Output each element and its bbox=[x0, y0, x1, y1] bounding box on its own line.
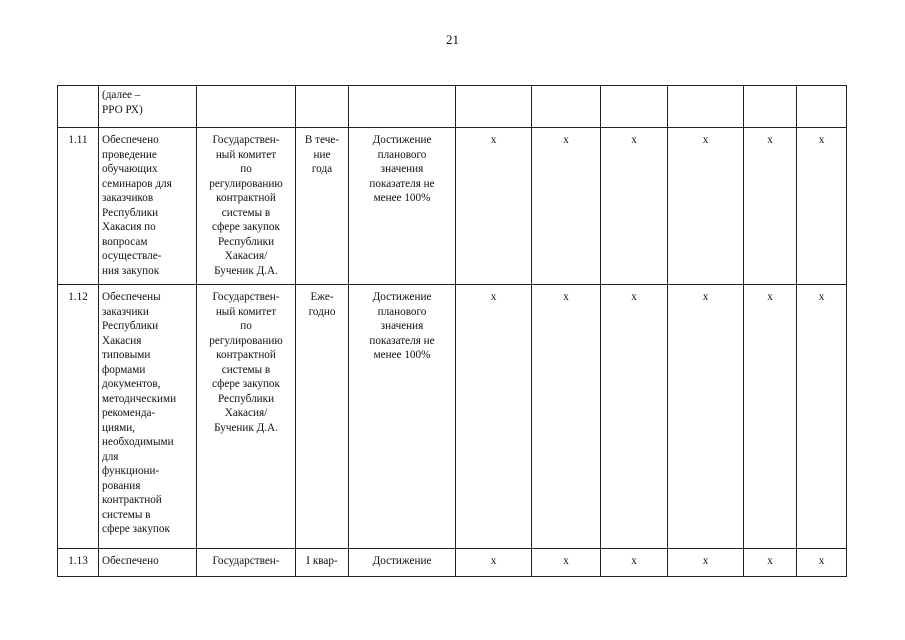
mark-cell: x bbox=[601, 549, 668, 577]
responsible-cell: Государствен- ный комитет по регулированию контрактной системы в сфере закупок Республики Хакасия/ Бученик Д.А. bbox=[197, 128, 296, 285]
plan-table-body bbox=[58, 86, 847, 577]
table-row bbox=[58, 86, 847, 128]
row-number-cell: 1.13 bbox=[58, 549, 99, 577]
responsible-cell bbox=[197, 86, 296, 128]
mark-cell: x bbox=[668, 549, 744, 577]
mark-cell bbox=[601, 86, 668, 128]
mark-cell bbox=[668, 86, 744, 128]
row-number-cell: 1.11 bbox=[58, 128, 99, 285]
mark-cell: x bbox=[744, 285, 797, 549]
responsible-cell: Государствен- bbox=[197, 549, 296, 577]
mark-cell: x bbox=[532, 285, 601, 549]
row-number-cell bbox=[58, 86, 99, 128]
mark-cell: x bbox=[797, 128, 847, 285]
table-row bbox=[58, 128, 847, 285]
mark-cell bbox=[744, 86, 797, 128]
mark-cell: x bbox=[532, 549, 601, 577]
mark-cell: x bbox=[744, 549, 797, 577]
mark-cell: x bbox=[532, 128, 601, 285]
mark-cell bbox=[532, 86, 601, 128]
plan-table bbox=[57, 85, 847, 577]
mark-cell: x bbox=[797, 285, 847, 549]
result-cell bbox=[349, 86, 456, 128]
description-cell: Обеспечены заказчики Республики Хакасия типовыми формами документов, методическими рекоменда- циями, необходимыми для функциони- рования контрактной системы в сфере закупок bbox=[99, 285, 197, 549]
mark-cell: x bbox=[744, 128, 797, 285]
term-cell bbox=[296, 86, 349, 128]
mark-cell: x bbox=[668, 285, 744, 549]
mark-cell: x bbox=[797, 549, 847, 577]
description-cell: (далее – РРО РХ) bbox=[99, 86, 197, 128]
result-cell: Достижение планового значения показателя не менее 100% bbox=[349, 128, 456, 285]
result-cell: Достижение планового значения показателя не менее 100% bbox=[349, 285, 456, 549]
mark-cell bbox=[797, 86, 847, 128]
mark-cell: x bbox=[668, 128, 744, 285]
term-cell: В тече- ние года bbox=[296, 128, 349, 285]
term-cell: Еже- годно bbox=[296, 285, 349, 549]
description-cell: Обеспечено проведение обучающих семинаров для заказчиков Республики Хакасия по вопросам осуществле- ния закупок bbox=[99, 128, 197, 285]
mark-cell: x bbox=[601, 128, 668, 285]
mark-cell: x bbox=[456, 128, 532, 285]
table-row bbox=[58, 549, 847, 577]
row-number-cell: 1.12 bbox=[58, 285, 99, 549]
responsible-cell: Государствен- ный комитет по регулированию контрактной системы в сфере закупок Республики Хакасия/ Бученик Д.А. bbox=[197, 285, 296, 549]
mark-cell: x bbox=[456, 285, 532, 549]
table-row bbox=[58, 285, 847, 549]
description-cell: Обеспечено bbox=[99, 549, 197, 577]
mark-cell: x bbox=[601, 285, 668, 549]
mark-cell bbox=[456, 86, 532, 128]
result-cell: Достижение bbox=[349, 549, 456, 577]
term-cell: I квар- bbox=[296, 549, 349, 577]
page-number: 21 bbox=[446, 32, 459, 47]
mark-cell: x bbox=[456, 549, 532, 577]
